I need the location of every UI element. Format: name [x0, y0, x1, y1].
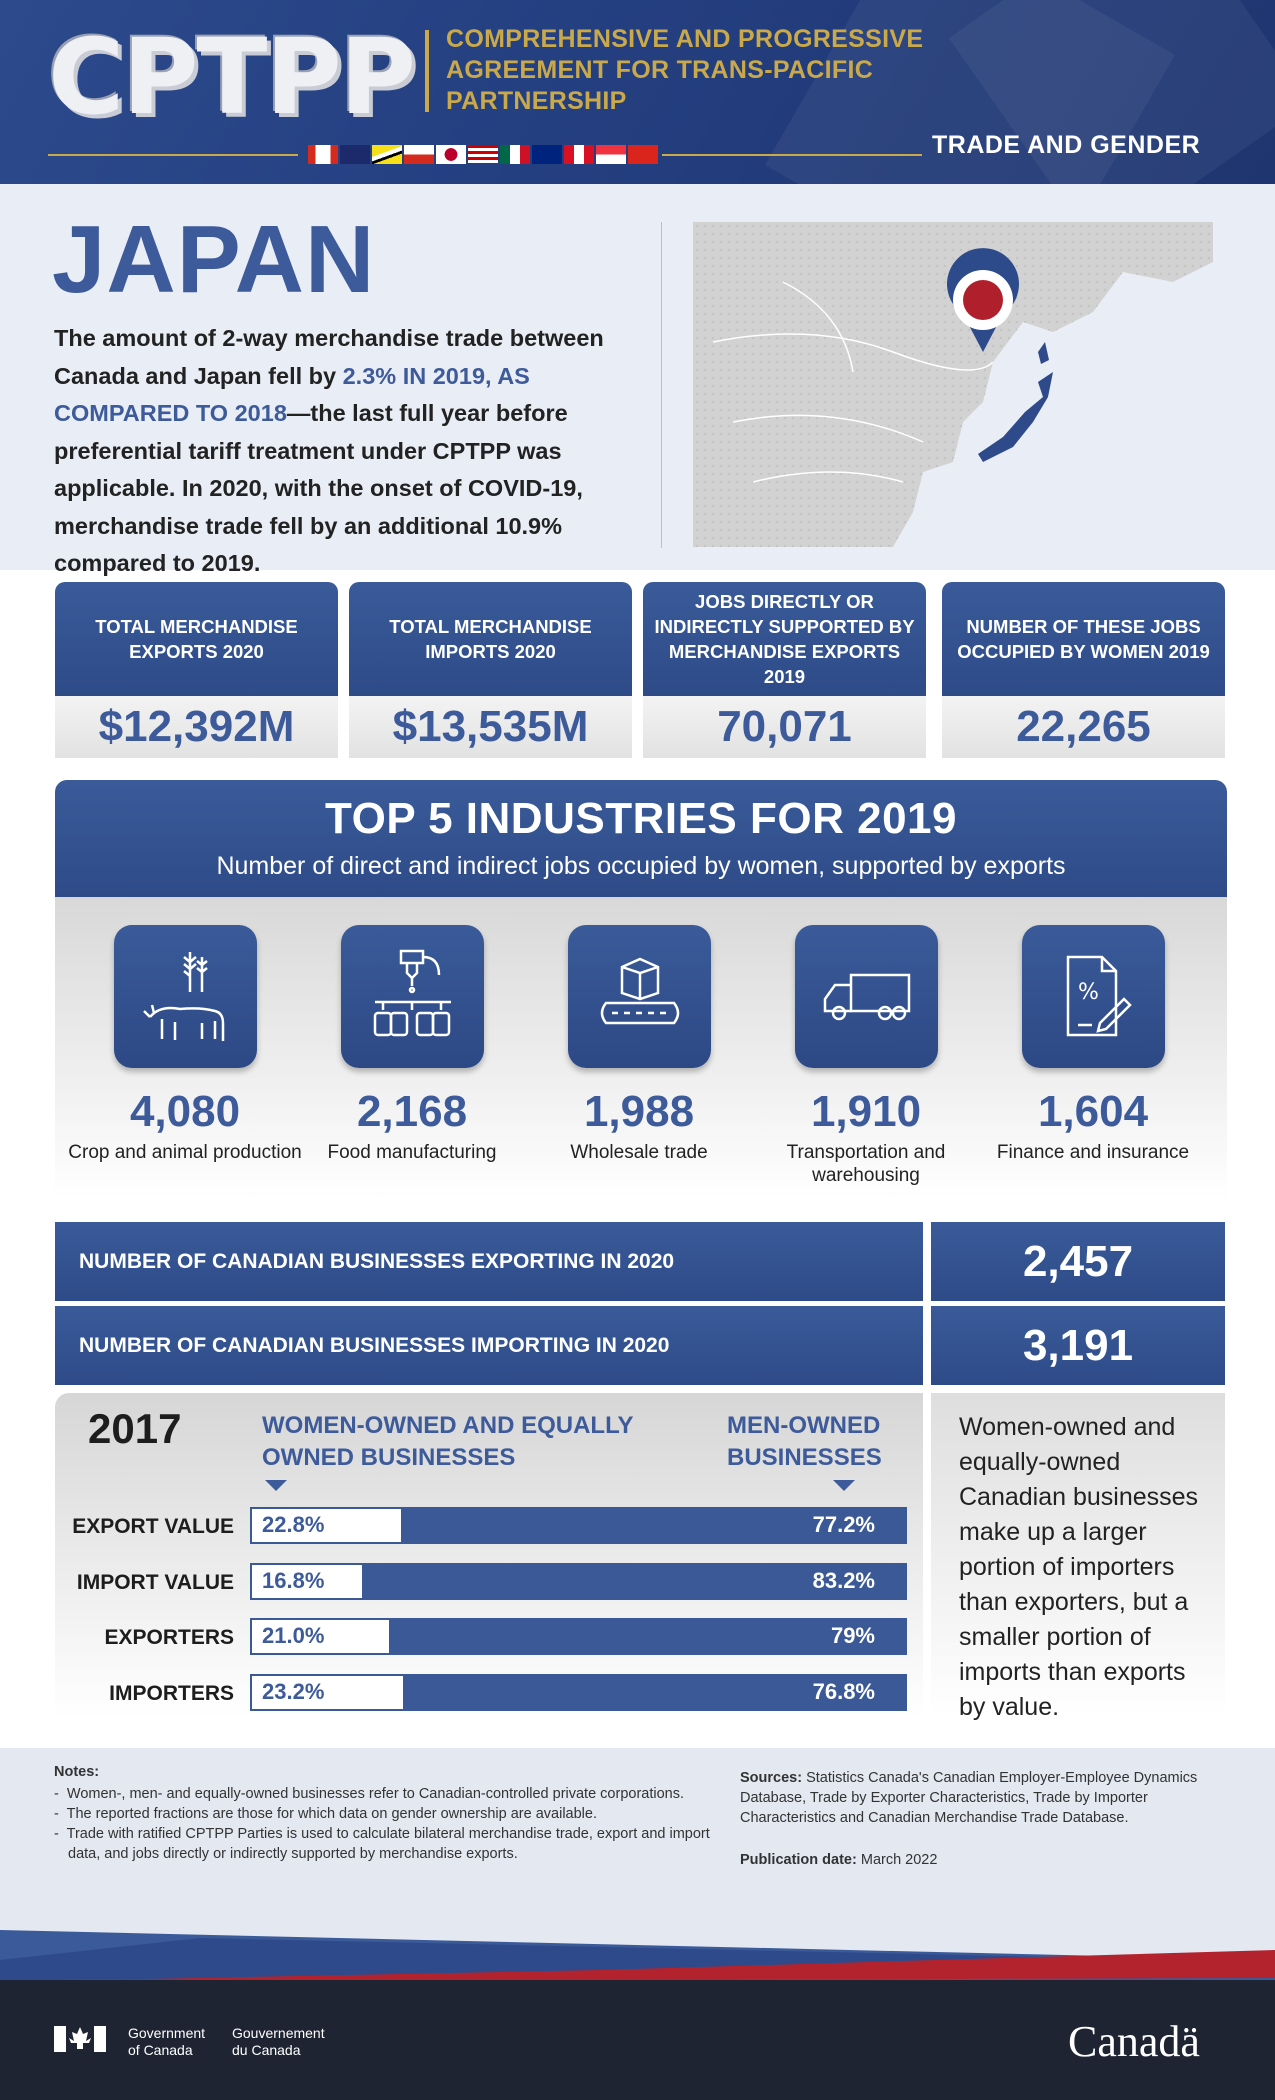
govt-fr-line2: du Canada: [232, 2042, 301, 2058]
stat-card-imports: [349, 582, 632, 758]
men-share-value: 76.8%: [812, 1679, 875, 1704]
stat-value: $13,535M: [349, 696, 632, 758]
ownership-bar: [250, 1674, 907, 1711]
top-industries-body: [55, 897, 1227, 1200]
malaysia-flag-icon: [468, 145, 498, 164]
finance-document-icon: [1022, 925, 1165, 1068]
businesses-exporting-label: NUMBER OF CANADIAN BUSINESSES EXPORTING IN 2020: [55, 1222, 923, 1301]
industry-value: 2,168: [356, 1087, 468, 1136]
ownership-row-label: IMPORT VALUE: [76, 1571, 234, 1594]
ownership-note: Women-owned and equally-owned Canadian businesses make up a larger portion of importers than exporters, but a smaller portion of imports than exports by value.: [959, 1413, 1199, 1721]
industry-value: 1,604: [1037, 1087, 1149, 1136]
industry-label: Finance and insurance: [996, 1142, 1190, 1163]
industry-label: Transportation and warehousing: [786, 1142, 946, 1186]
note-item: - The reported fractions are those for which data on gender ownership are available.: [54, 1806, 597, 1822]
pubdate-value: March 2022: [860, 1852, 938, 1868]
stat-label: TOTAL MERCHANDISE IMPORTS 2020: [349, 582, 632, 696]
industry-value: 4,080: [129, 1087, 241, 1136]
stat-card-jobs: [643, 582, 926, 758]
industry-label: Food manufacturing: [327, 1142, 497, 1163]
stat-label: NUMBER OF THESE JOBS OCCUPIED BY WOMEN 2019: [942, 582, 1225, 696]
ownership-row-label: EXPORT VALUE: [72, 1515, 234, 1538]
crop-animal-icon: [114, 925, 257, 1068]
brunei-flag-icon: [372, 145, 402, 164]
note-text: Trade with ratified CPTPP Parties is used to calculate bilateral merchandise trade, export and import data, and jobs directly or indirectly supported by merchandise exports.: [66, 1826, 710, 1862]
businesses-importing-value: 3,191: [931, 1306, 1225, 1385]
stat-value: $12,392M: [55, 696, 338, 758]
sources-text: Statistics Canada's Canadian Employer-Employee Dynamics Database, Trade by Exporter Characteristics, Trade by Importer Characteristics and Canadian Merchandise Trade Database.: [740, 1770, 1198, 1826]
publication-date: [740, 1852, 937, 1868]
government-of-canada-en: [128, 2025, 205, 2059]
industry-label: Crop and animal production: [68, 1142, 302, 1163]
ownership-row-label: IMPORTERS: [109, 1682, 234, 1705]
men-owned-header: MEN-OWNED BUSINESSES: [727, 1412, 882, 1471]
note-item: - Trade with ratified CPTPP Parties is used to calculate bilateral merchandise trade, export and import data, and jobs directly or indirectly supported by merchandise exports.: [54, 1826, 710, 1862]
ownership-row-label: EXPORTERS: [104, 1626, 234, 1649]
industry-value: 1,988: [583, 1087, 695, 1136]
women-owned-header: WOMEN-OWNED AND EQUALLY OWNED BUSINESSES: [262, 1412, 634, 1471]
canada-flag-icon: [54, 2026, 106, 2052]
peru-flag-icon: [564, 145, 594, 164]
govt-en-line2: of Canada: [128, 2042, 193, 2058]
intro-text-b: —the last full year before preferential tariff treatment under CPTPP was applicable. In 2020, with the onset of COVID-19, merchandise trade fell by an additional 10.9% compared to 2019.: [54, 400, 583, 576]
header-rule-right: [662, 154, 922, 156]
header-rule-left: [48, 154, 298, 156]
intro-text-a: The amount of 2-way merchandise trade between Canada and Japan fell by: [54, 325, 604, 389]
agreement-title: COMPREHENSIVE AND PROGRESSIVE AGREEMENT FOR TRANS-PACIFIC PARTNERSHIP: [446, 25, 924, 115]
notes-title: Notes:: [54, 1764, 100, 1780]
stat-value: 70,071: [643, 696, 926, 758]
svg-text:%: %: [1078, 980, 1099, 1005]
intro-paragraph: [54, 320, 654, 583]
businesses-importing-label: NUMBER OF CANADIAN BUSINESSES IMPORTING IN 2020: [55, 1306, 923, 1385]
singapore-flag-icon: [596, 145, 626, 164]
new-zealand-flag-icon: [532, 145, 562, 164]
food-manufacturing-icon: [341, 925, 484, 1068]
industry-label: Wholesale trade: [570, 1142, 708, 1163]
women-share-value: 21.0%: [262, 1623, 325, 1648]
stat-label: JOBS DIRECTLY OR INDIRECTLY SUPPORTED BY MERCHANDISE EXPORTS 2019: [643, 582, 926, 696]
footer: [0, 1920, 1275, 2100]
canada-flag-icon: [308, 145, 338, 164]
ownership-bar: [250, 1618, 907, 1655]
sources: [740, 1768, 1230, 1828]
stat-label: TOTAL MERCHANDISE EXPORTS 2020: [55, 582, 338, 696]
women-share-value: 23.2%: [262, 1679, 325, 1704]
men-arrow-icon: [833, 1480, 855, 1491]
intro-divider: [661, 222, 662, 548]
women-arrow-icon: [265, 1480, 287, 1491]
pubdate-label: Publication date:: [740, 1852, 857, 1868]
intro-text-highlight: 2.3% IN 2019, AS COMPARED TO 2018: [54, 362, 530, 426]
gouvernement-du-canada-fr: [232, 2025, 325, 2059]
sources-label: Sources:: [740, 1770, 803, 1786]
australia-flag-icon: [340, 145, 370, 164]
ownership-bar: [250, 1507, 907, 1544]
note-item: - Women-, men- and equally-owned businesses refer to Canadian-controlled private corporations.: [54, 1786, 685, 1802]
note-text: Women-, men- and equally-owned businesses refer to Canadian-controlled private corporations.: [66, 1786, 685, 1802]
stat-value: 22,265: [942, 696, 1225, 758]
vietnam-flag-icon: [628, 145, 658, 164]
mexico-flag-icon: [500, 145, 530, 164]
stat-card-women-jobs: [942, 582, 1225, 758]
men-share-value: 83.2%: [812, 1568, 875, 1593]
logo-divider: [425, 30, 429, 112]
note-text: The reported fractions are those for which data on gender ownership are available.: [66, 1806, 597, 1822]
industry-value: 1,910: [810, 1087, 922, 1136]
top-industries-subtitle: Number of direct and indirect jobs occupied by women, supported by exports: [216, 852, 1066, 880]
member-flags: [308, 145, 658, 165]
businesses-exporting-value: 2,457: [931, 1222, 1225, 1301]
govt-en-line1: Government: [128, 2025, 206, 2041]
japan-flag-icon: [436, 145, 466, 164]
men-share-value: 77.2%: [812, 1512, 875, 1537]
chile-flag-icon: [404, 145, 434, 164]
top-industries-title: TOP 5 INDUSTRIES FOR 2019: [325, 794, 957, 843]
govt-fr-line1: Gouvernement: [232, 2025, 325, 2041]
women-share-value: 16.8%: [262, 1568, 325, 1593]
ownership-bar: [250, 1563, 907, 1600]
conveyor-box-icon: [568, 925, 711, 1068]
section-tag: TRADE AND GENDER: [932, 131, 1201, 159]
east-asia-map: [693, 222, 1213, 547]
cptpp-logo: CPTPP: [48, 16, 414, 138]
canada-wordmark: Canadä: [1068, 2017, 1200, 2066]
notes: [54, 1762, 734, 1864]
country-title: JAPAN: [52, 206, 376, 313]
top-industries-panel: [55, 780, 1227, 1200]
women-share-value: 22.8%: [262, 1512, 325, 1537]
truck-icon: [795, 925, 938, 1068]
stat-card-exports: [55, 582, 338, 758]
men-share-value: 79%: [830, 1623, 875, 1648]
ownership-year: 2017: [88, 1405, 182, 1452]
